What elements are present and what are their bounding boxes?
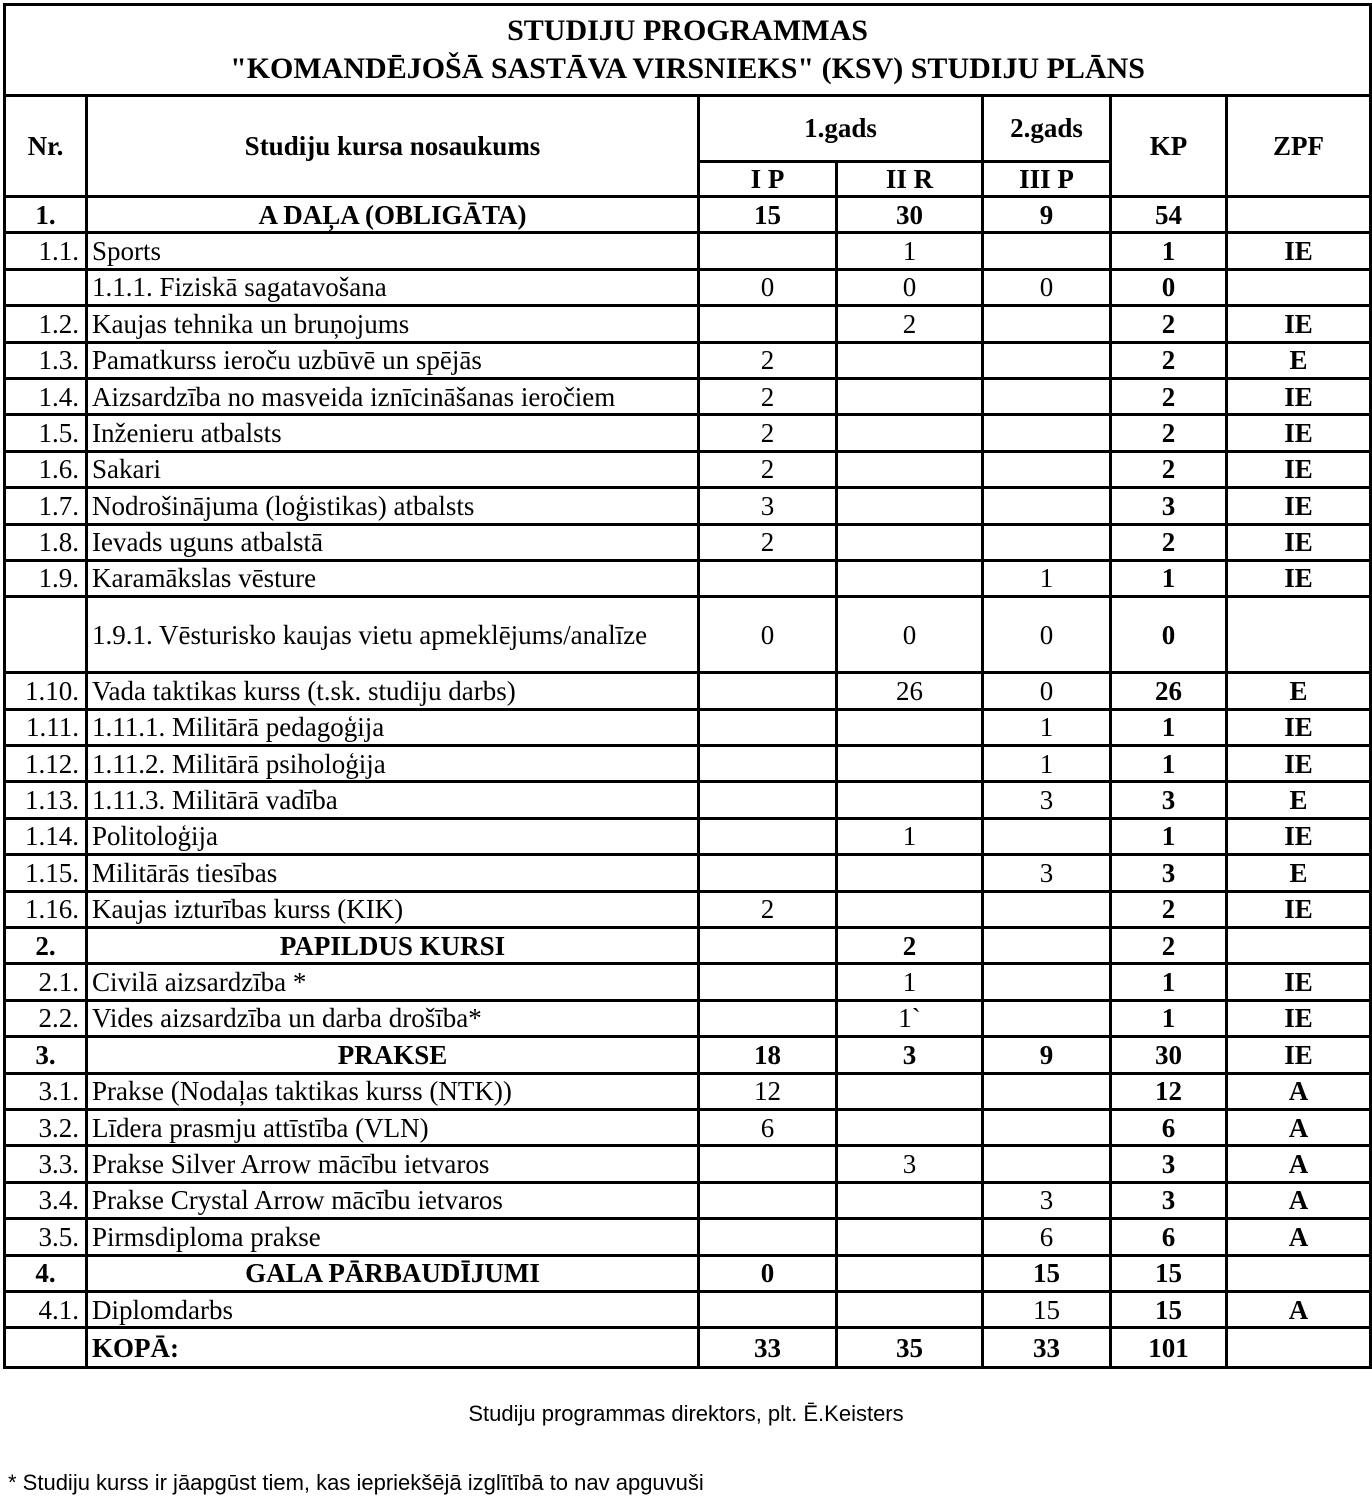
cell-semester-3: 33	[983, 1328, 1111, 1368]
cell-semester-3	[983, 488, 1111, 524]
cell-semester-1: 2	[699, 891, 837, 927]
cell-nr	[5, 269, 87, 305]
footnote: * Studiju kurss ir jāapgūst tiem, kas iepriekšējā izglītībā to nav apguvuši	[8, 1470, 704, 1495]
cell-kp: 26	[1111, 673, 1227, 709]
cell-nr: 1.3.	[5, 342, 87, 378]
cell-semester-3	[983, 964, 1111, 1000]
cell-course-name: Kaujas tehnika un bruņojums	[87, 306, 699, 342]
cell-nr: 4.1.	[5, 1291, 87, 1327]
cell-zpf: IE	[1227, 524, 1371, 560]
section-row	[5, 197, 1371, 233]
cell-semester-2	[837, 342, 983, 378]
cell-semester-3	[983, 818, 1111, 854]
cell-course-name: Nodrošinājuma (loģistikas) atbalsts	[87, 488, 699, 524]
cell-semester-3: 1	[983, 746, 1111, 782]
cell-semester-3: 0	[983, 597, 1111, 673]
cell-semester-1	[699, 709, 837, 745]
table-row	[5, 524, 1371, 560]
cell-kp: 2	[1111, 451, 1227, 487]
cell-semester-1	[699, 673, 837, 709]
cell-nr: 1.16.	[5, 891, 87, 927]
cell-course-name: PRAKSE	[87, 1037, 699, 1073]
cell-course-name: 1.11.1. Militārā pedagoģija	[87, 709, 699, 745]
table-row	[5, 855, 1371, 891]
cell-semester-2: 0	[837, 269, 983, 305]
cell-semester-3	[983, 891, 1111, 927]
cell-nr: 1.8.	[5, 524, 87, 560]
cell-course-name: 1.9.1. Vēsturisko kaujas vietu apmeklējums/analīze	[87, 597, 699, 673]
cell-zpf	[1227, 197, 1371, 233]
cell-course-name: Kaujas izturības kurss (KIK)	[87, 891, 699, 927]
cell-course-name: PAPILDUS KURSI	[87, 928, 699, 964]
cell-semester-1: 0	[699, 1255, 837, 1291]
cell-semester-3: 3	[983, 855, 1111, 891]
cell-semester-2	[837, 1182, 983, 1218]
cell-zpf: A	[1227, 1182, 1371, 1218]
cell-kp: 6	[1111, 1109, 1227, 1145]
title-line-2: "KOMANDĒJOŠĀ SASTĀVA VIRSNIEKS" (KSV) STUDIJU PLĀNS	[230, 52, 1145, 85]
cell-semester-1	[699, 306, 837, 342]
cell-semester-1	[699, 1291, 837, 1327]
cell-zpf: IE	[1227, 746, 1371, 782]
cell-zpf	[1227, 597, 1371, 673]
cell-semester-1	[699, 1182, 837, 1218]
cell-nr: 1.	[5, 197, 87, 233]
header-row	[5, 96, 1371, 162]
cell-semester-1: 18	[699, 1037, 837, 1073]
cell-kp: 1	[1111, 746, 1227, 782]
cell-kp: 0	[1111, 269, 1227, 305]
cell-semester-1	[699, 746, 837, 782]
cell-course-name: KOPĀ:	[87, 1328, 699, 1368]
cell-zpf: IE	[1227, 415, 1371, 451]
cell-semester-2: 2	[837, 306, 983, 342]
table-row	[5, 818, 1371, 854]
cell-semester-2	[837, 1255, 983, 1291]
cell-course-name: Diplomdarbs	[87, 1291, 699, 1327]
cell-semester-3: 15	[983, 1255, 1111, 1291]
table-row	[5, 451, 1371, 487]
cell-semester-2: 1`	[837, 1000, 983, 1036]
cell-course-name: Sakari	[87, 451, 699, 487]
header-semester-3: III P	[983, 161, 1111, 196]
cell-semester-3	[983, 1073, 1111, 1109]
cell-semester-2: 0	[837, 597, 983, 673]
cell-zpf: IE	[1227, 451, 1371, 487]
study-plan-table	[3, 3, 1372, 1369]
cell-semester-1	[699, 964, 837, 1000]
cell-kp: 2	[1111, 306, 1227, 342]
cell-kp: 3	[1111, 1146, 1227, 1182]
cell-semester-3: 6	[983, 1219, 1111, 1255]
header-zpf: ZPF	[1227, 96, 1371, 197]
table-row	[5, 891, 1371, 927]
cell-semester-2: 3	[837, 1037, 983, 1073]
table-row	[5, 342, 1371, 378]
table-row	[5, 673, 1371, 709]
table-row	[5, 269, 1371, 305]
cell-zpf: A	[1227, 1291, 1371, 1327]
cell-semester-3: 9	[983, 197, 1111, 233]
cell-course-name: Karamākslas vēsture	[87, 560, 699, 596]
cell-semester-1: 33	[699, 1328, 837, 1368]
cell-kp: 15	[1111, 1255, 1227, 1291]
cell-semester-3: 1	[983, 560, 1111, 596]
cell-kp: 1	[1111, 818, 1227, 854]
cell-kp: 1	[1111, 233, 1227, 269]
cell-kp: 1	[1111, 709, 1227, 745]
cell-semester-1	[699, 1146, 837, 1182]
cell-semester-3	[983, 233, 1111, 269]
cell-kp: 1	[1111, 560, 1227, 596]
header-nr: Nr.	[5, 96, 87, 197]
cell-semester-3	[983, 928, 1111, 964]
table-row	[5, 1146, 1371, 1182]
cell-semester-1	[699, 233, 837, 269]
cell-semester-2: 1	[837, 964, 983, 1000]
header-year-1: 1.gads	[699, 96, 983, 162]
cell-kp: 30	[1111, 1037, 1227, 1073]
cell-semester-2	[837, 782, 983, 818]
cell-semester-1: 0	[699, 269, 837, 305]
cell-semester-2: 1	[837, 818, 983, 854]
cell-semester-1: 2	[699, 378, 837, 414]
cell-course-name: Inženieru atbalsts	[87, 415, 699, 451]
cell-zpf: IE	[1227, 306, 1371, 342]
cell-zpf: E	[1227, 342, 1371, 378]
header-kp: KP	[1111, 96, 1227, 197]
cell-semester-3	[983, 342, 1111, 378]
cell-kp: 2	[1111, 891, 1227, 927]
cell-semester-1	[699, 928, 837, 964]
cell-semester-1: 12	[699, 1073, 837, 1109]
study-plan-sheet	[3, 3, 1369, 1369]
cell-semester-2	[837, 451, 983, 487]
cell-course-name: Militārās tiesības	[87, 855, 699, 891]
cell-nr: 3.2.	[5, 1109, 87, 1145]
cell-zpf: IE	[1227, 1000, 1371, 1036]
cell-semester-2: 1	[837, 233, 983, 269]
cell-nr: 1.4.	[5, 378, 87, 414]
cell-nr: 1.1.	[5, 233, 87, 269]
cell-course-name: Civilā aizsardzība *	[87, 964, 699, 1000]
cell-semester-2: 26	[837, 673, 983, 709]
section-row	[5, 1037, 1371, 1073]
cell-semester-3: 1	[983, 709, 1111, 745]
cell-kp: 2	[1111, 928, 1227, 964]
cell-semester-2	[837, 524, 983, 560]
table-title	[5, 5, 1371, 96]
cell-zpf: IE	[1227, 378, 1371, 414]
cell-kp: 2	[1111, 524, 1227, 560]
cell-nr: 3.4.	[5, 1182, 87, 1218]
cell-semester-2	[837, 378, 983, 414]
header-year-2: 2.gads	[983, 96, 1111, 162]
cell-zpf: E	[1227, 673, 1371, 709]
cell-zpf: IE	[1227, 964, 1371, 1000]
cell-course-name: 1.11.2. Militārā psiholoģija	[87, 746, 699, 782]
cell-course-name: GALA PĀRBAUDĪJUMI	[87, 1255, 699, 1291]
cell-zpf: E	[1227, 782, 1371, 818]
cell-semester-3	[983, 524, 1111, 560]
cell-zpf	[1227, 269, 1371, 305]
cell-semester-1: 2	[699, 524, 837, 560]
cell-kp: 2	[1111, 342, 1227, 378]
cell-nr	[5, 1328, 87, 1368]
cell-kp: 2	[1111, 415, 1227, 451]
cell-semester-2	[837, 746, 983, 782]
cell-zpf	[1227, 928, 1371, 964]
cell-nr: 1.7.	[5, 488, 87, 524]
cell-kp: 54	[1111, 197, 1227, 233]
cell-nr: 3.1.	[5, 1073, 87, 1109]
table-row	[5, 964, 1371, 1000]
cell-semester-2: 35	[837, 1328, 983, 1368]
cell-nr: 1.6.	[5, 451, 87, 487]
cell-kp: 3	[1111, 488, 1227, 524]
cell-semester-3	[983, 1000, 1111, 1036]
cell-course-name: A DAĻA (OBLIGĀTA)	[87, 197, 699, 233]
cell-semester-1: 0	[699, 597, 837, 673]
cell-semester-2: 30	[837, 197, 983, 233]
cell-semester-2	[837, 709, 983, 745]
cell-zpf: A	[1227, 1146, 1371, 1182]
cell-kp: 3	[1111, 1182, 1227, 1218]
cell-semester-1: 2	[699, 342, 837, 378]
director-signature-line: Studiju programmas direktors, plt. Ē.Keisters	[468, 1401, 904, 1426]
cell-nr	[5, 597, 87, 673]
cell-semester-3: 0	[983, 673, 1111, 709]
cell-kp: 15	[1111, 1291, 1227, 1327]
cell-semester-1: 2	[699, 451, 837, 487]
cell-nr: 1.2.	[5, 306, 87, 342]
cell-zpf: IE	[1227, 1037, 1371, 1073]
table-row	[5, 415, 1371, 451]
cell-semester-3: 15	[983, 1291, 1111, 1327]
cell-course-name: 1.1.1. Fiziskā sagatavošana	[87, 269, 699, 305]
cell-kp: 0	[1111, 597, 1227, 673]
cell-semester-2	[837, 1291, 983, 1327]
table-row	[5, 709, 1371, 745]
header-semester-1: I P	[699, 161, 837, 196]
cell-course-name: Pamatkurss ieroču uzbūvē un spējās	[87, 342, 699, 378]
cell-course-name: Ievads uguns atbalstā	[87, 524, 699, 560]
cell-semester-3	[983, 451, 1111, 487]
cell-nr: 2.2.	[5, 1000, 87, 1036]
table-row	[5, 597, 1371, 673]
cell-nr: 1.10.	[5, 673, 87, 709]
cell-zpf: IE	[1227, 891, 1371, 927]
table-row	[5, 1219, 1371, 1255]
cell-semester-2	[837, 1219, 983, 1255]
cell-kp: 12	[1111, 1073, 1227, 1109]
cell-nr: 1.13.	[5, 782, 87, 818]
cell-course-name: Vada taktikas kurss (t.sk. studiju darbs)	[87, 673, 699, 709]
header-course: Studiju kursa nosaukums	[87, 96, 699, 197]
table-row	[5, 560, 1371, 596]
table-row	[5, 488, 1371, 524]
cell-semester-3	[983, 1146, 1111, 1182]
cell-nr: 1.11.	[5, 709, 87, 745]
cell-kp: 6	[1111, 1219, 1227, 1255]
cell-course-name: Prakse Crystal Arrow mācību ietvaros	[87, 1182, 699, 1218]
cell-course-name: Prakse (Nodaļas taktikas kurss (NTK))	[87, 1073, 699, 1109]
cell-course-name: Prakse Silver Arrow mācību ietvaros	[87, 1146, 699, 1182]
header-semester-2: II R	[837, 161, 983, 196]
cell-semester-3: 3	[983, 1182, 1111, 1218]
title-line-1: STUDIJU PROGRAMMAS	[507, 14, 868, 47]
cell-semester-2: 3	[837, 1146, 983, 1182]
cell-kp: 3	[1111, 855, 1227, 891]
cell-course-name: Vides aizsardzība un darba drošība*	[87, 1000, 699, 1036]
cell-nr: 1.15.	[5, 855, 87, 891]
cell-semester-1: 3	[699, 488, 837, 524]
cell-nr: 2.	[5, 928, 87, 964]
cell-zpf: A	[1227, 1073, 1371, 1109]
cell-semester-3: 3	[983, 782, 1111, 818]
cell-course-name: Aizsardzība no masveida iznīcināšanas ieročiem	[87, 378, 699, 414]
cell-nr: 4.	[5, 1255, 87, 1291]
cell-semester-3: 0	[983, 269, 1111, 305]
table-row	[5, 306, 1371, 342]
cell-zpf	[1227, 1255, 1371, 1291]
cell-semester-2	[837, 560, 983, 596]
cell-kp: 1	[1111, 964, 1227, 1000]
cell-semester-1	[699, 560, 837, 596]
cell-semester-3	[983, 1109, 1111, 1145]
cell-semester-1: 6	[699, 1109, 837, 1145]
cell-semester-1	[699, 818, 837, 854]
table-row	[5, 782, 1371, 818]
table-row	[5, 378, 1371, 414]
cell-zpf: IE	[1227, 709, 1371, 745]
cell-semester-1	[699, 782, 837, 818]
cell-semester-2	[837, 891, 983, 927]
total-row	[5, 1328, 1371, 1368]
cell-nr: 3.	[5, 1037, 87, 1073]
cell-nr: 2.1.	[5, 964, 87, 1000]
cell-course-name: Pirmsdiploma prakse	[87, 1219, 699, 1255]
cell-semester-3: 9	[983, 1037, 1111, 1073]
cell-kp: 101	[1111, 1328, 1227, 1368]
table-row	[5, 1073, 1371, 1109]
table-row	[5, 1291, 1371, 1327]
cell-zpf: IE	[1227, 233, 1371, 269]
cell-zpf: IE	[1227, 818, 1371, 854]
table-row	[5, 746, 1371, 782]
cell-zpf: E	[1227, 855, 1371, 891]
cell-zpf: IE	[1227, 488, 1371, 524]
cell-zpf: A	[1227, 1109, 1371, 1145]
cell-semester-1	[699, 1000, 837, 1036]
section-row	[5, 1255, 1371, 1291]
cell-course-name: Līdera prasmju attīstība (VLN)	[87, 1109, 699, 1145]
cell-semester-1: 15	[699, 197, 837, 233]
cell-course-name: 1.11.3. Militārā vadība	[87, 782, 699, 818]
table-row	[5, 1109, 1371, 1145]
cell-zpf	[1227, 1328, 1371, 1368]
cell-kp: 1	[1111, 1000, 1227, 1036]
cell-zpf: IE	[1227, 560, 1371, 596]
cell-semester-3	[983, 306, 1111, 342]
cell-nr: 1.5.	[5, 415, 87, 451]
cell-nr: 1.9.	[5, 560, 87, 596]
cell-semester-2	[837, 855, 983, 891]
cell-semester-3	[983, 378, 1111, 414]
cell-course-name: Sports	[87, 233, 699, 269]
cell-semester-3	[983, 415, 1111, 451]
cell-semester-2	[837, 1073, 983, 1109]
cell-kp: 3	[1111, 782, 1227, 818]
section-row	[5, 928, 1371, 964]
cell-nr: 1.14.	[5, 818, 87, 854]
cell-semester-2	[837, 488, 983, 524]
cell-semester-2: 2	[837, 928, 983, 964]
cell-course-name: Politoloģija	[87, 818, 699, 854]
cell-semester-1: 2	[699, 415, 837, 451]
cell-nr: 3.3.	[5, 1146, 87, 1182]
table-row	[5, 1000, 1371, 1036]
cell-kp: 2	[1111, 378, 1227, 414]
cell-semester-2	[837, 415, 983, 451]
cell-semester-1	[699, 1219, 837, 1255]
cell-nr: 1.12.	[5, 746, 87, 782]
cell-semester-1	[699, 855, 837, 891]
cell-zpf: A	[1227, 1219, 1371, 1255]
table-row	[5, 233, 1371, 269]
cell-nr: 3.5.	[5, 1219, 87, 1255]
table-row	[5, 1182, 1371, 1218]
cell-semester-2	[837, 1109, 983, 1145]
